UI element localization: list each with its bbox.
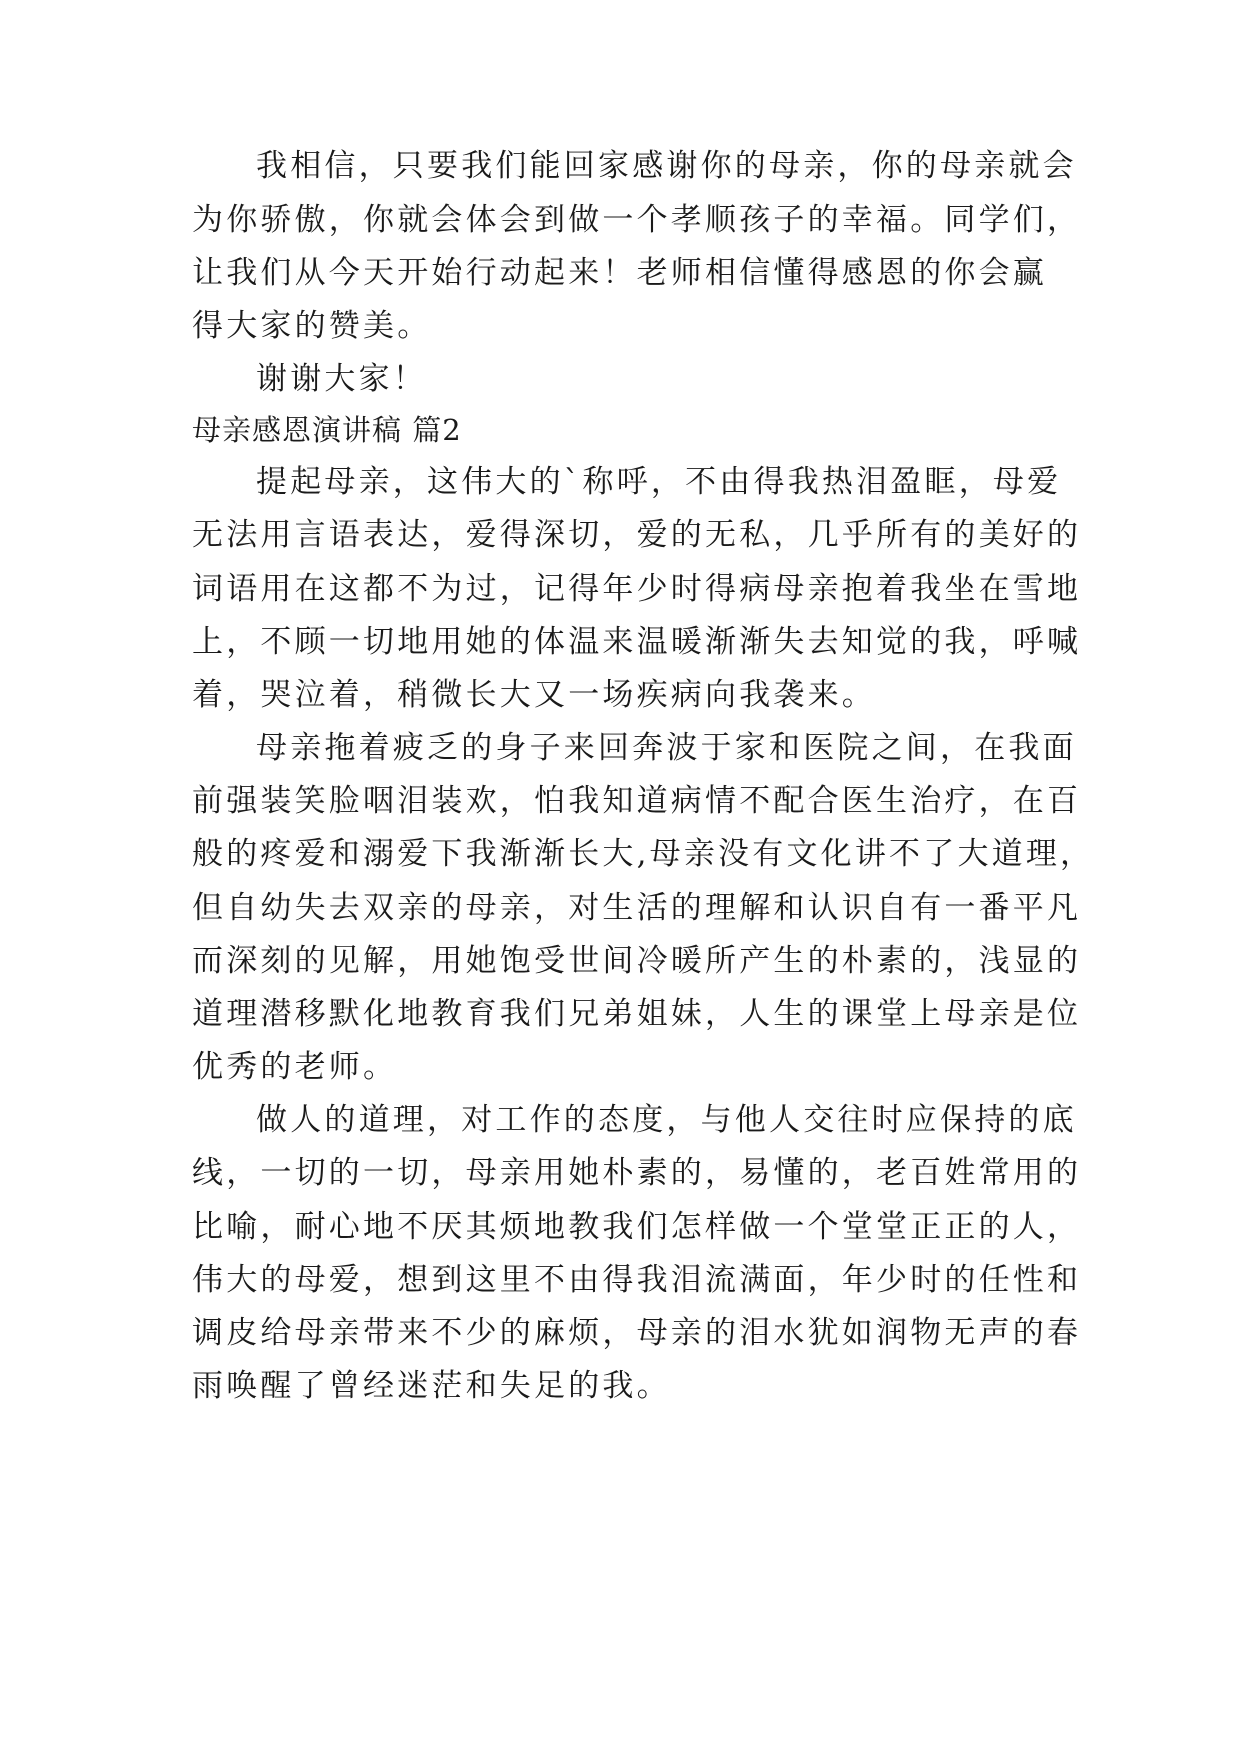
paragraph-line: 调皮给母亲带来不少的麻烦，母亲的泪水犹如润物无声的春: [192, 1315, 1082, 1351]
paragraph-line: 上，不顾一切地用她的体温来温暖渐渐失去知觉的我，呼喊: [192, 624, 1082, 660]
paragraph-line: 而深刻的见解，用她饱受世间冷暖所产生的朴素的，浅显的: [192, 943, 1082, 979]
paragraph-line: 线，一切的一切，母亲用她朴素的，易懂的，老百姓常用的: [192, 1155, 1082, 1191]
paragraph-line: 为你骄傲，你就会体会到做一个孝顺孩子的幸福。同学们，: [192, 202, 1082, 238]
paragraph-line: 得大家的赞美。: [192, 308, 432, 344]
paragraph-line: 道理潜移默化地教育我们兄弟姐妹，人生的课堂上母亲是位: [192, 996, 1082, 1032]
paragraph-line: 前强装笑脸咽泪装欢，怕我知道病情不配合医生治疗，在百: [192, 783, 1082, 819]
paragraph-line: 着，哭泣着，稍微长大又一场疾病向我袭来。: [192, 677, 876, 713]
paragraph-line: 词语用在这都不为过，记得年少时得病母亲抱着我坐在雪地: [192, 571, 1082, 607]
paragraph-line: 让我们从今天开始行动起来！老师相信懂得感恩的你会赢: [192, 255, 1047, 291]
paragraph-line: 提起母亲，这伟大的`称呼，不由得我热泪盈眶，母爱: [256, 464, 1062, 500]
paragraph-line: 般的疼爱和溺爱下我渐渐长大,母亲没有文化讲不了大道理，: [192, 836, 1095, 872]
paragraph-line: 优秀的老师。: [192, 1049, 398, 1085]
paragraph-line: 比喻，耐心地不厌其烦地教我们怎样做一个堂堂正正的人，: [192, 1209, 1082, 1245]
section-heading: 母亲感恩演讲稿 篇2: [192, 413, 462, 447]
paragraph-line: 无法用言语表达，爱得深切，爱的无私，几乎所有的美好的: [192, 517, 1082, 553]
paragraph-line: 母亲拖着疲乏的身子来回奔波于家和医院之间，在我面: [256, 730, 1077, 766]
paragraph-line: 雨唤醒了曾经迷茫和失足的我。: [192, 1368, 671, 1404]
paragraph-line: 做人的道理，对工作的态度，与他人交往时应保持的底: [256, 1102, 1077, 1138]
paragraph-line: 我相信，只要我们能回家感谢你的母亲，你的母亲就会: [256, 148, 1077, 184]
paragraph-line: 但自幼失去双亲的母亲，对生活的理解和认识自有一番平凡: [192, 890, 1082, 926]
paragraph-line: 伟大的母爱，想到这里不由得我泪流满面，年少时的任性和: [192, 1262, 1082, 1298]
paragraph-line: 谢谢大家！: [256, 361, 427, 397]
